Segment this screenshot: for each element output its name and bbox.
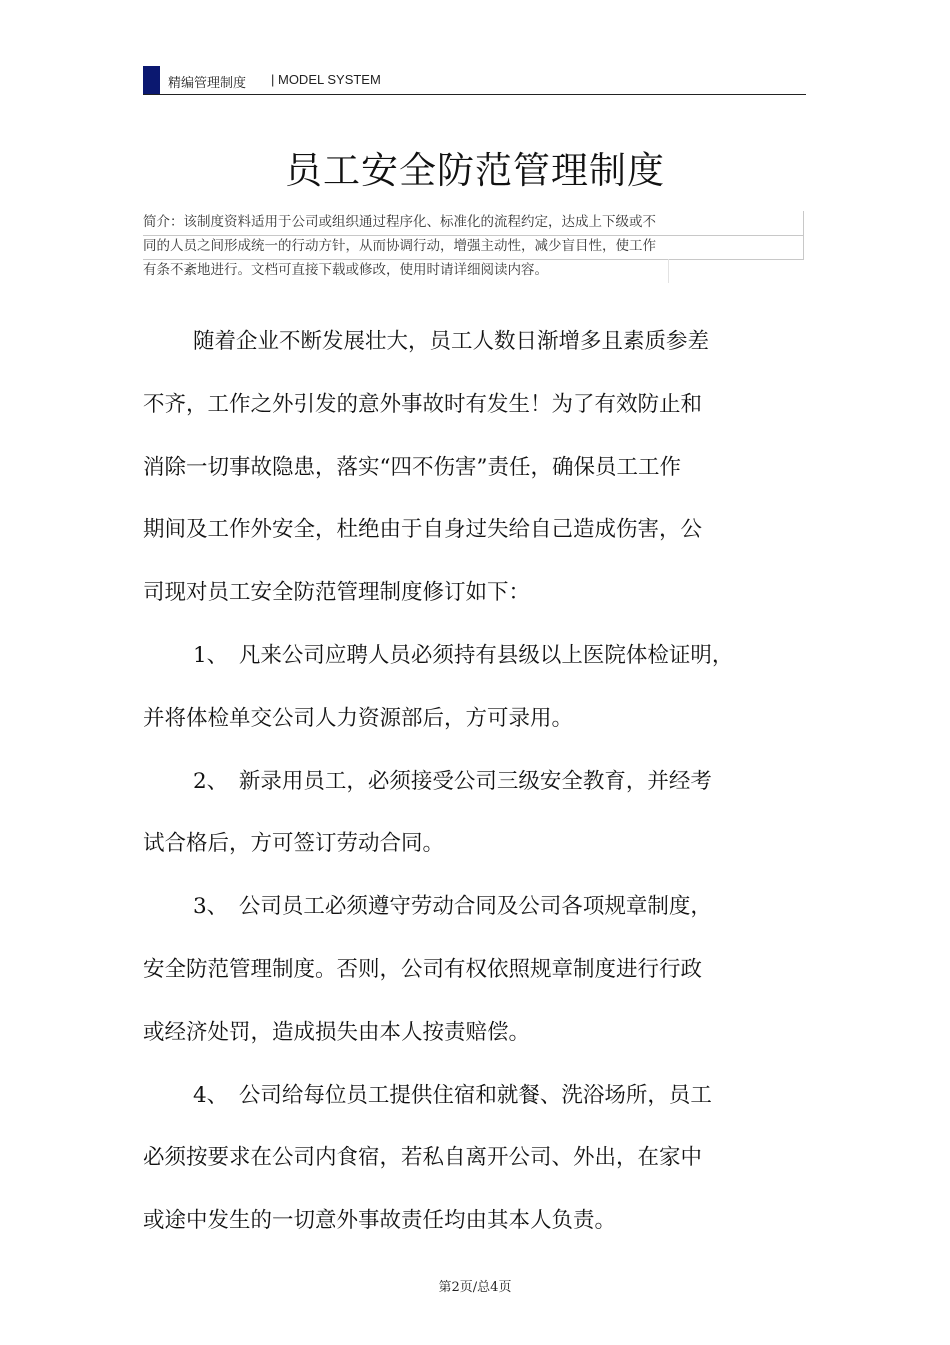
list-item-line: 3、 公司员工必须遵守劳动合同及公司各项规章制度， <box>193 894 712 920</box>
list-item-line: 或经济处罚，造成损失由本人按责赔偿。 <box>143 1019 531 1045</box>
list-item-line: 试合格后，方可签订劳动合同。 <box>143 831 445 857</box>
list-item-line: 2、 新录用员工，必须接受公司三级安全教育，并经考 <box>193 768 712 794</box>
logo-icon <box>143 66 160 94</box>
paragraph-line: 随着企业不断发展壮大，员工人数日渐增多且素质参差 <box>193 329 710 354</box>
paragraph-line: 期间及工作外安全，杜绝由于自身过失给自己造成伤害，公 <box>143 517 703 543</box>
page-header <box>143 64 806 95</box>
list-item-line: 或途中发生的一切意外事故责任均由其本人负责。 <box>143 1208 617 1234</box>
document-title: 员工安全防范管理制度 <box>285 149 665 192</box>
summary-line: 简介：该制度资料适用于公司或组织通过程序化、标准化的流程约定，达成上下级或不 <box>143 214 656 230</box>
list-item-line: 必须按要求在公司内食宿，若私自离开公司、外出，在家中 <box>143 1145 703 1171</box>
summary-line: 有条不紊地进行。文档可直接下载或修改，使用时请详细阅读内容。 <box>143 262 548 278</box>
header-subtitle: | MODEL SYSTEM <box>271 72 381 87</box>
list-item-line: 安全防范管理制度。否则，公司有权依照规章制度进行行政 <box>143 956 703 982</box>
document-body <box>143 311 783 1253</box>
paragraph-line: 司现对员工安全防范管理制度修订如下： <box>143 580 531 606</box>
list-item-line: 并将体检单交公司人力资源部后，方可录用。 <box>143 705 574 731</box>
paragraph-line: 不齐，工作之外引发的意外事故时有发生！为了有效防止和 <box>143 391 703 417</box>
header-title: 精编管理制度 <box>168 76 247 91</box>
summary-line: 同的人员之间形成统一的行动方针，从而协调行动，增强主动性，减少盲目性，使工作 <box>143 238 656 254</box>
summary-box <box>143 211 806 283</box>
page-number: 第2页/总4页 <box>438 1280 512 1295</box>
paragraph-line: 消除一切事故隐患，落实“四不伤害”责任，确保员工工作 <box>143 454 681 480</box>
list-item-line: 1、 凡来公司应聘人员必须持有县级以上医院体检证明， <box>193 642 734 668</box>
list-item-line: 4、 公司给每位员工提供住宿和就餐、洗浴场所，员工 <box>193 1082 712 1108</box>
